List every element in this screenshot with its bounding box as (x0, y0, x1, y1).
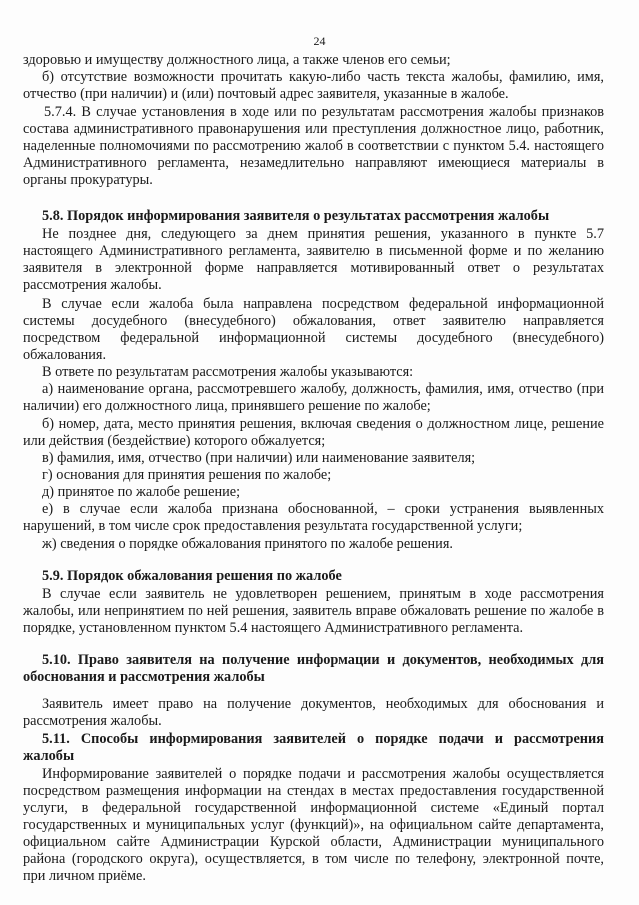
text-line: обжалования. (23, 347, 107, 363)
text-line: посредством федеральной информационной системы досудебного (внесудебного) (23, 330, 604, 346)
section-heading-5-10-cont: обоснования и рассмотрения жалобы (23, 669, 265, 685)
text-line: в) фамилия, имя, отчество (при наличии) или наименование заявителя; (42, 450, 476, 466)
text-line: е) в случае если жалоба признана обоснованной, – сроки устранения выявленных (42, 501, 604, 517)
text-line: В случае если жалоба была направлена посредством федеральной информационной (42, 296, 604, 312)
text-line: д) принятое по жалобе решение; (42, 484, 241, 500)
text-line: рассмотрения жалобы. (23, 713, 162, 729)
section-heading-5-8: 5.8. Порядок информирования заявителя о результатах рассмотрения жалобы (42, 208, 550, 224)
text-line: В случае если заявитель не удовлетворен решением, принятым в ходе рассмотрения (42, 586, 604, 602)
text-line: органы прокуратуры. (23, 172, 153, 188)
text-line: настоящего Административного регламента, заявителю в письменной форме и по желанию (23, 243, 604, 259)
text-line: Административного регламента, незамедлительно направляют имеющиеся материалы в (23, 155, 604, 171)
text-line: наделенные полномочиями по рассмотрению жалоб в соответствии с пунктом 5.4. настоящего (23, 138, 604, 154)
text-line: жалобы, или непринятием по ней решения, заявитель вправе обжаловать решение по жалобе в (23, 603, 604, 619)
section-heading-5-9: 5.9. Порядок обжалования решения по жалобе (42, 568, 342, 584)
text-line: 5.7.4. В случае установления в ходе или по результатам рассмотрения жалобы признаков (44, 104, 604, 120)
text-line: Заявитель имеет право на получение документов, необходимых для обоснования и (42, 696, 604, 712)
text-line: ж) сведения о порядке обжалования принятого по жалобе решения. (42, 536, 453, 552)
text-line: Информирование заявителей о порядке подачи и рассмотрения жалобы осуществляется (42, 766, 604, 782)
text-line: услуги, в федеральной государственной информационной системе «Единый портал (23, 800, 604, 816)
text-line: официальном сайте Администрации Курской области, Администрации муниципального (23, 834, 604, 850)
text-line: В ответе по результатам рассмотрения жалобы указываются: (42, 364, 414, 380)
text-line: состава административного правонарушения или преступления должностное лицо, работник, (23, 121, 604, 137)
page-number: 24 (313, 34, 326, 48)
text-line: Не позднее дня, следующего за днем принятия решения, указанного в пункте 5.7 (42, 226, 604, 242)
text-line: системы досудебного (внесудебного) обжалования, ответ заявителю направляется (23, 313, 604, 329)
text-line: отчество (при наличии) и (или) почтовый адрес заявителя, указанные в жалобе. (23, 86, 509, 102)
text-line: государственных и муниципальных услуг (функций)», на официальном сайте департамента, (23, 817, 604, 833)
text-line: рассмотрения жалобы. (23, 277, 162, 293)
text-line: района (городского округа), осуществляется, в том числе по телефону, электронной почте, (23, 851, 604, 867)
text-line: или действия (бездействие) которого обжалуется; (23, 433, 326, 449)
section-heading-5-11: 5.11. Способы информирования заявителей о порядке подачи и рассмотрения (42, 731, 604, 747)
section-heading-5-11-cont: жалобы (23, 748, 75, 764)
text-line: здоровью и имуществу должностного лица, а также членов его семьи; (23, 52, 451, 68)
section-heading-5-10: 5.10. Право заявителя на получение информации и документов, необходимых для (42, 652, 604, 668)
text-line: б) номер, дата, место принятия решения, включая сведения о должностном лице, решение (42, 416, 604, 432)
text-line: посредством размещения информации на стендах в местах предоставления государственной (23, 783, 604, 799)
text-line: порядке, установленном пунктом 5.4 настоящего Административного регламента. (23, 620, 524, 636)
text-line: наличии) его должностного лица, принявшего решение по жалобе; (23, 398, 431, 414)
text-line: г) основания для принятия решения по жалобе; (42, 467, 332, 483)
text-line: а) наименование органа, рассмотревшего жалобу, должность, фамилия, имя, отчество (при (42, 381, 604, 397)
text-line: б) отсутствие возможности прочитать какую-либо часть текста жалобы, фамилию, имя, (42, 69, 604, 85)
text-line: при личном приёме. (23, 868, 146, 884)
text-line: нарушений, в том числе срок предоставления результата государственной услуги; (23, 518, 523, 534)
text-line: заявителя в электронной форме направляется мотивированный ответ о результатах (23, 260, 604, 276)
